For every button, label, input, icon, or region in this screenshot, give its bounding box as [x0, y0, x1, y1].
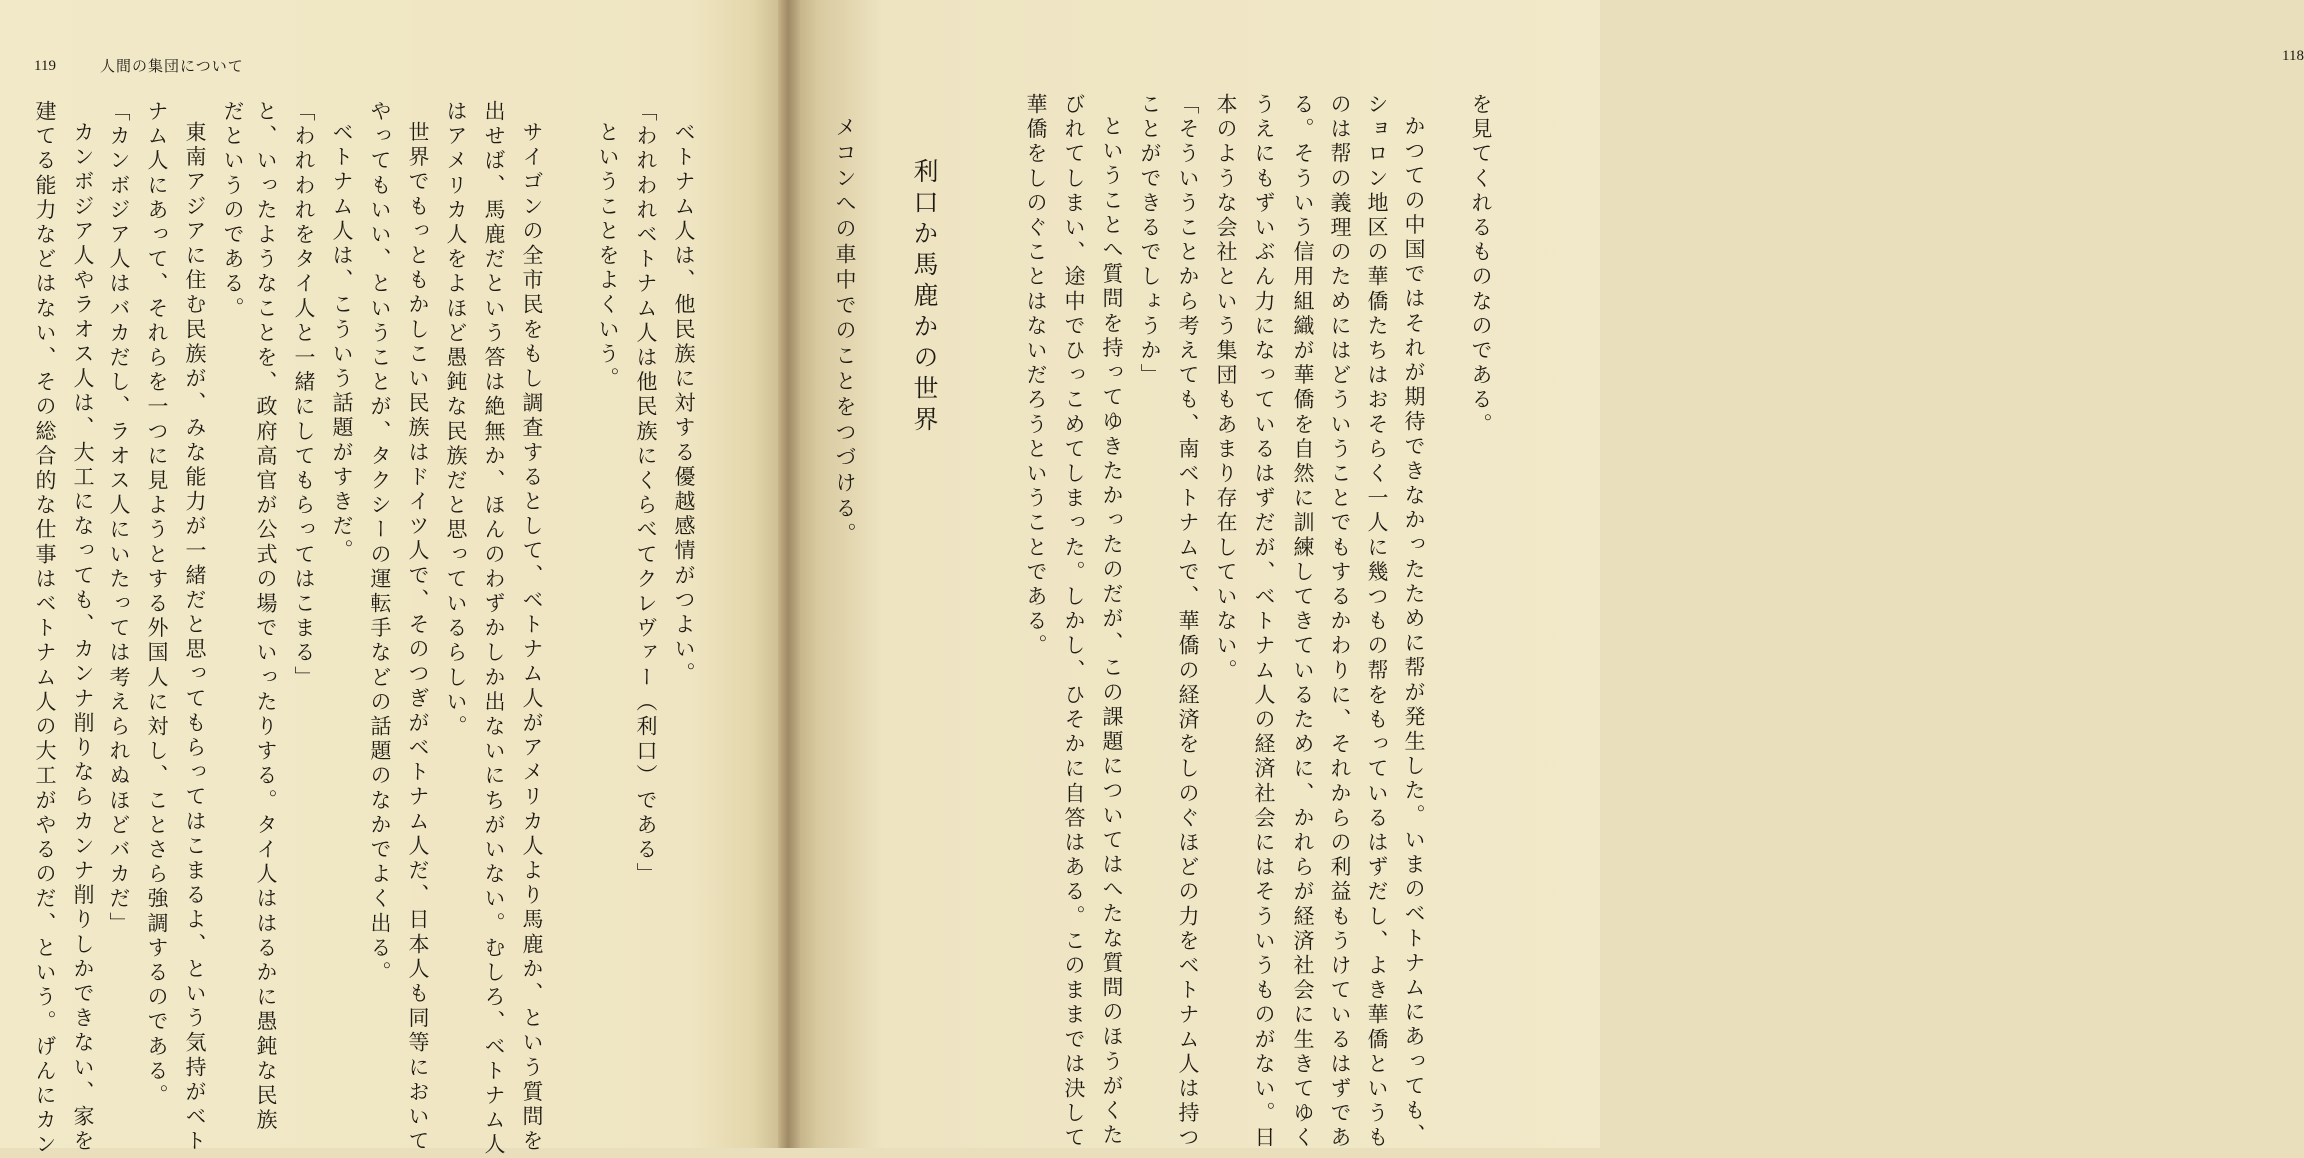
body-text-column: ベトナム人は、こういう話題がすきだ。: [330, 121, 354, 564]
body-text-column: 東南アジアに住む民族が、みな能力が一緒だと思ってもらってはこまるよ、という気持がベト: [183, 121, 207, 1155]
body-text-column: ということへ質問を持ってゆきたかったのだが、この課題についてはへたな質問のほうがくた: [1100, 115, 1124, 1149]
body-text-column: ことができるでしょうか」: [1138, 93, 1162, 389]
page-number-right: 118: [2282, 48, 2304, 64]
body-text-column: だというのである。: [221, 100, 245, 322]
body-text-column: 「そういうことから考えても、南ベトナムで、華僑の経済をしのぐほどの力をベトナム人は持つ: [1176, 93, 1200, 1151]
body-text-column: カンボジア人やラオス人は、大工になっても、カンナ削りならカンナ削りしかできない、家を: [71, 121, 95, 1155]
body-text-column: 「われわれをタイ人と一緒にしてもらってはこまる」: [292, 100, 316, 691]
body-text-column: ナム人にあって、それらを一つに見ようとする外国人に対し、ことさら強調するのである。: [145, 100, 169, 1109]
section-title: 利口か馬鹿かの世界: [910, 158, 939, 437]
body-text-column: 「われわれベトナム人は他民族にくらべてクレヴァー（利口）である」: [634, 100, 658, 888]
body-text-column: 出せば、馬鹿だという答は絶無か、ほんのわずかしか出ないにちがいない。むしろ、ベトナム人: [482, 100, 506, 1158]
body-text-column: のは帮の義理のためにはどういうことでもするかわりに、それからの利益もうけているはずであ: [1328, 93, 1352, 1151]
book-gutter: [778, 0, 800, 1148]
body-text-column: サイゴンの全市民をもし調査するとして、ベトナム人がアメリカ人より馬鹿か、という質問を: [520, 121, 544, 1155]
body-text-column: 世界でもっともかしこい民族はドイツ人で、そのつぎがベトナム人だ、日本人も同等において: [406, 121, 430, 1155]
body-text-column: 建てる能力などはない、その総合的な仕事はベトナム人の大工がやるのだ、という。げんにカン: [33, 100, 57, 1158]
body-text-column: やってもいい、ということが、タクシーの運転手などの話題のなかでよく出る。: [368, 100, 392, 986]
body-text-column: ということをよくいう。: [596, 121, 620, 392]
body-text-column: を見てくれるものなのである。: [1469, 93, 1493, 438]
body-text-column: る。そういう信用組織が華僑を自然に訓練してきているために、かれらが経済社会に生きてゆく: [1291, 93, 1315, 1151]
body-text-column: 華僑をしのぐことはないだろうということである。: [1024, 93, 1048, 659]
body-text-column: ベトナム人は、他民族に対する優越感情がつよい。: [672, 121, 696, 687]
page-number-left: 119: [34, 58, 56, 74]
body-text-column: うえにもずいぶん力になっているはずだが、ベトナム人の経済社会にはそういうものがない。日: [1252, 93, 1276, 1151]
running-header: 人間の集団について: [100, 59, 244, 75]
body-text-column: と、いったようなことを、政府高官が公式の場でいったりする。タイ人ははるかに愚鈍な民族: [254, 100, 278, 1134]
body-text-column: 「カンボジア人はバカだし、ラオス人にいたっては考えられぬほどバカだ」: [107, 100, 131, 937]
body-text-column: ショロン地区の華僑たちはおそらく一人に幾つもの帮をもっているはずだし、よき華僑というも: [1365, 93, 1389, 1151]
body-text-column: 本のような会社という集団もあまり存在していない。: [1214, 93, 1238, 684]
body-text-column: はアメリカ人をよほど愚鈍な民族だと思っているらしい。: [444, 100, 468, 740]
section-subtitle: メコンへの車中でのことをつづける。: [833, 116, 857, 548]
body-text-column: びれてしまい、途中でひっこめてしまった。しかし、ひそかに自答はある。このままでは決して: [1062, 93, 1086, 1151]
body-text-column: かつての中国ではそれが期待できなかったために帮が発生した。いまのベトナムにあっても、: [1402, 115, 1426, 1149]
